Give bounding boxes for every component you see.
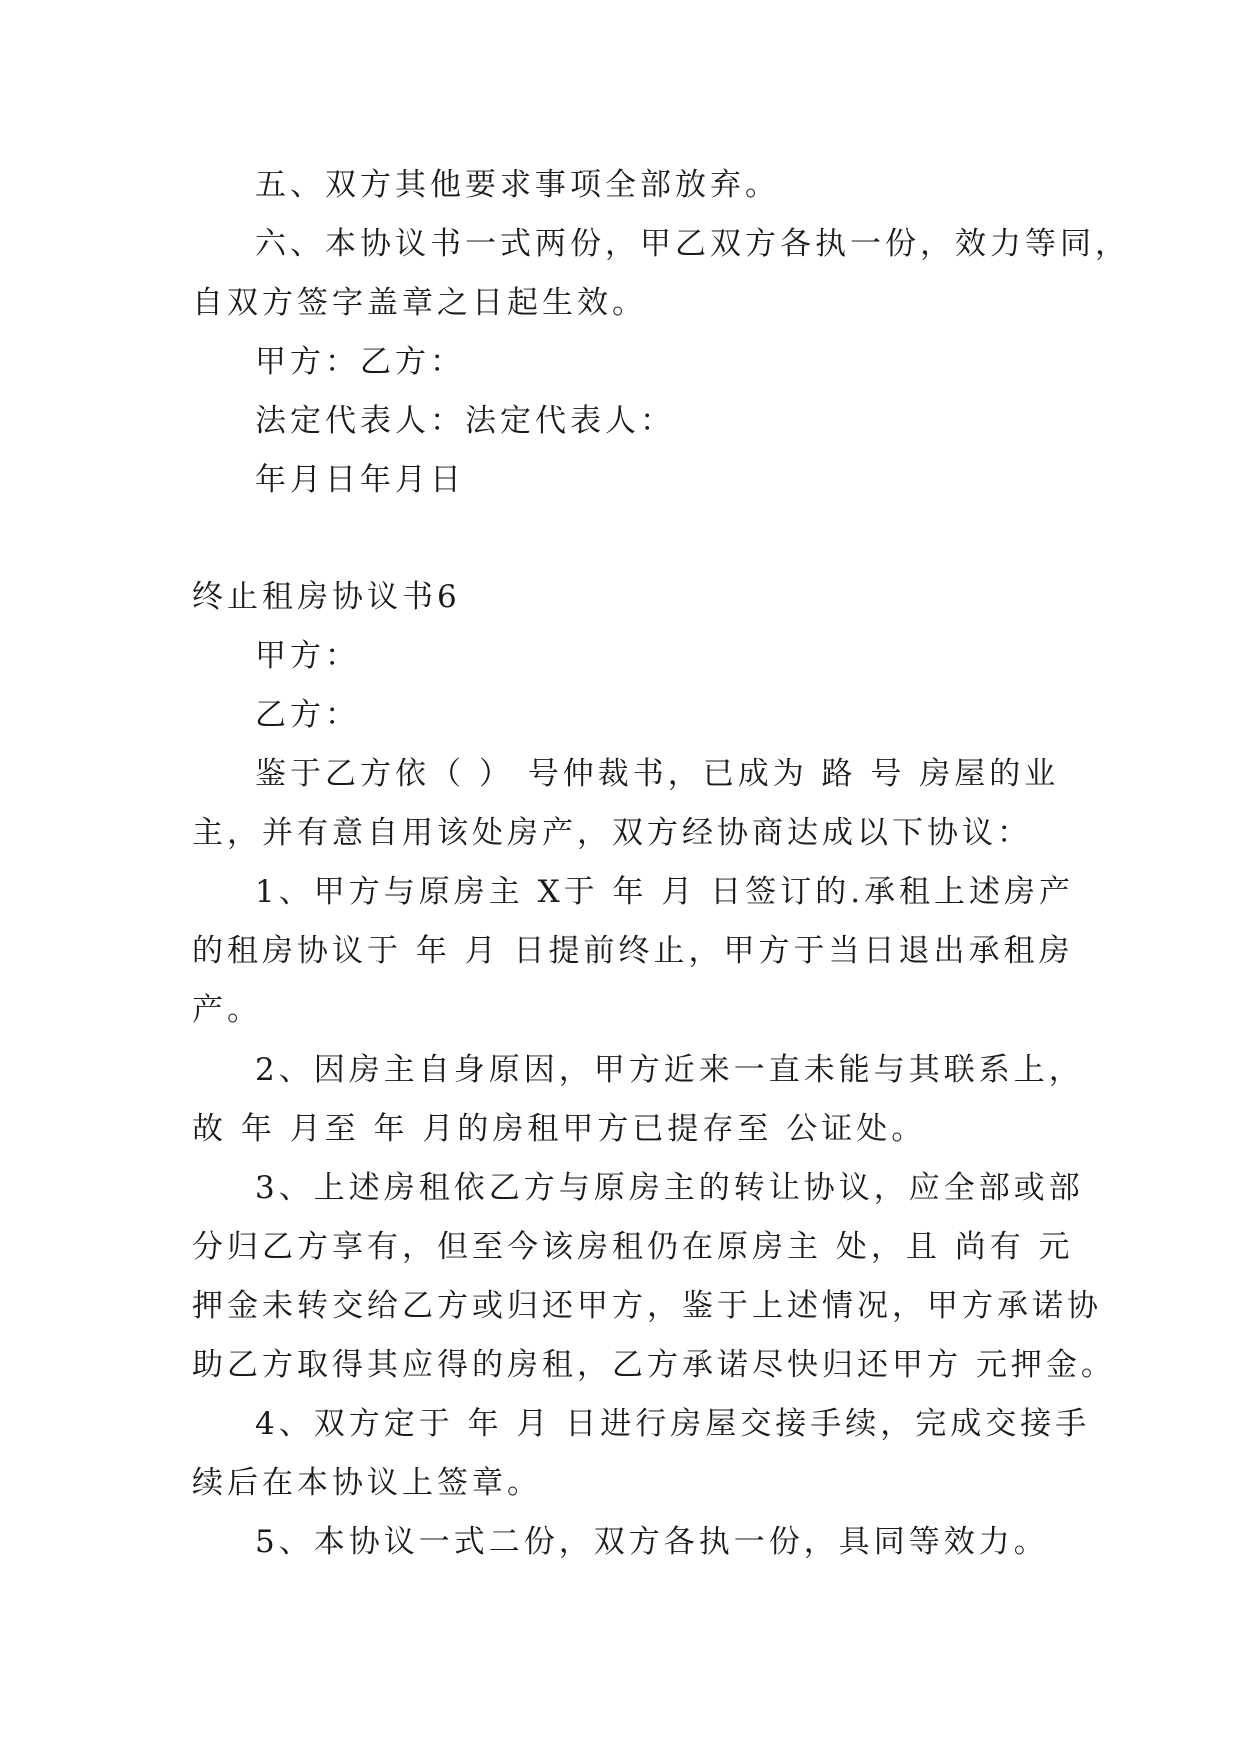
item-3-line-3: 押金未转交给乙方或归还甲方，鉴于上述情况，甲方承诺协: [192, 1288, 1102, 1324]
item-2-line-1: 2、因房主自身原因，甲方近来一直未能与其联系上，: [255, 1052, 1084, 1088]
preamble-line-2: 主，并有意自用该处房产，双方经协商达成以下协议：: [192, 815, 1032, 851]
date-line: 年月日年月日: [255, 462, 465, 498]
party-signature-line: 甲方：乙方：: [255, 344, 465, 380]
preamble-line-1: 鉴于乙方依（ ） 号仲裁书，已成为 路 号 房屋的业: [255, 756, 1060, 792]
legal-representative-line: 法定代表人：法定代表人：: [255, 403, 675, 439]
item-3-line-1: 3、上述房租依乙方与原房主的转让协议，应全部或部: [255, 1170, 1084, 1206]
clause-6-text-line-1: 六、本协议书一式两份，甲乙双方各执一份，效力等同，: [255, 226, 1130, 262]
party-a-label: 甲方：: [255, 638, 360, 674]
item-5-text: 5、本协议一式二份，双方各执一份，具同等效力。: [255, 1524, 1049, 1560]
party-b-label: 乙方：: [255, 697, 360, 733]
clause-5-text: 五、双方其他要求事项全部放弃。: [255, 167, 780, 203]
clause-6-text-line-2: 自双方签字盖章之日起生效。: [192, 285, 647, 321]
item-1-line-1: 1、甲方与原房主 X于 年 月 日签订的.承租上述房产: [255, 874, 1075, 910]
document-title: 终止租房协议书6: [192, 579, 461, 615]
item-4-line-2: 续后在本协议上签章。: [192, 1465, 542, 1501]
item-4-line-1: 4、双方定于 年 月 日进行房屋交接手续，完成交接手: [255, 1406, 1091, 1442]
item-3-line-2: 分归乙方享有，但至今该房租仍在原房主 处，且 尚有 元: [192, 1229, 1074, 1265]
item-1-line-2: 的租房协议于 年 月 日提前终止，甲方于当日退出承租房: [192, 933, 1074, 969]
item-1-line-3: 产。: [192, 992, 262, 1028]
item-3-line-4: 助乙方取得其应得的房租，乙方承诺尽快归还甲方 元押金。: [192, 1347, 1116, 1383]
item-2-line-2: 故 年 月至 年 月的房租甲方已提存至 公证处。: [192, 1111, 927, 1147]
